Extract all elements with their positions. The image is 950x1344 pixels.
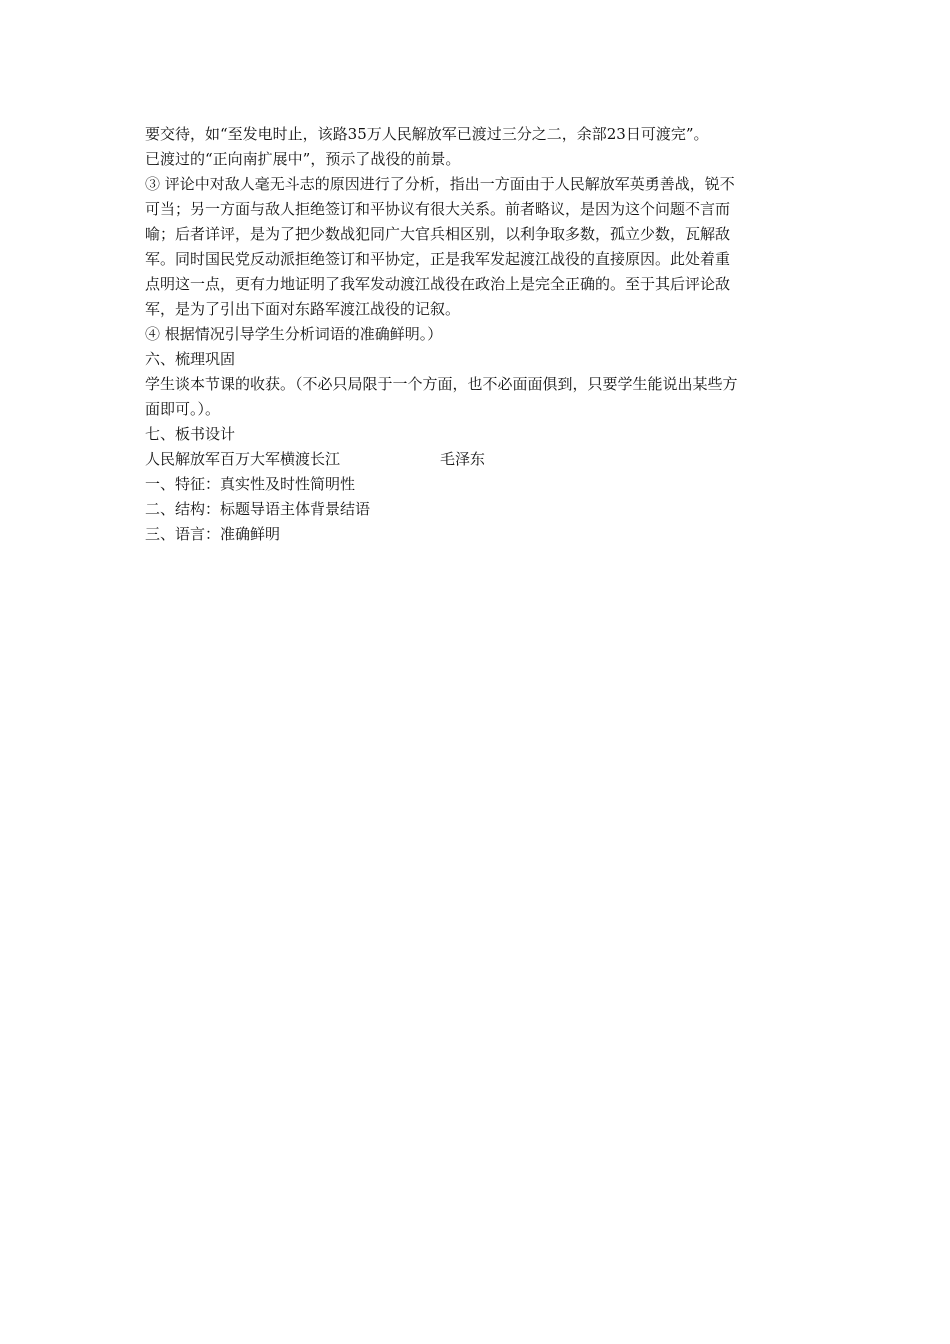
- section-heading-7: 七、板书设计: [145, 425, 236, 443]
- text-line-3: ③ 评论中对敌人毫无斗志的原因进行了分析，指出一方面由于人民解放军英勇善战，锐不: [145, 175, 735, 193]
- text-line-2: 已渡过的“正向南扩展中”，预示了战役的前景。: [145, 150, 461, 168]
- section-heading-6: 六、梳理巩固: [145, 350, 236, 368]
- text-line-5: 喻；后者详评，是为了把少数战犯同广大官兵相区别，以利争取多数，孤立少数，瓦解敌: [145, 225, 731, 243]
- outline-item-1: 一、特征：真实性及时性简明性: [145, 475, 356, 493]
- outline-item-2: 二、结构：标题导语主体背景结语: [145, 500, 371, 518]
- text-line-1: 要交待，如“至发电时止，该路35万人民解放军已渡过三分之二，余部23日可渡完”。: [145, 125, 709, 143]
- text-line-4: 可当；另一方面与敌人拒绝签订和平协议有很大关系。前者略议，是因为这个问题不言而: [145, 200, 731, 218]
- text-line-12: 面即可。）。: [145, 400, 221, 418]
- board-author: 毛泽东: [440, 450, 486, 468]
- text-line-8: 军，是为了引出下面对东路军渡江战役的记叙。: [145, 300, 461, 318]
- text-line-9: ④ 根据情况引导学生分析词语的准确鲜明。）: [145, 325, 443, 343]
- text-line-6: 军。同时国民党反动派拒绝签订和平协定，正是我军发起渡江战役的直接原因。此处着重: [145, 250, 731, 268]
- outline-item-3: 三、语言：准确鲜明: [145, 525, 281, 543]
- document-body: [145, 122, 815, 547]
- board-title-line: [145, 447, 815, 472]
- text-line-7: 点明这一点，更有力地证明了我军发动渡江战役在政治上是完全正确的。至于其后评论敌: [145, 275, 731, 293]
- text-line-11: 学生谈本节课的收获。（不必只局限于一个方面，也不必面面俱到，只要学生能说出某些方: [145, 375, 738, 393]
- board-title: 人民解放军百万大军横渡长江: [145, 450, 341, 468]
